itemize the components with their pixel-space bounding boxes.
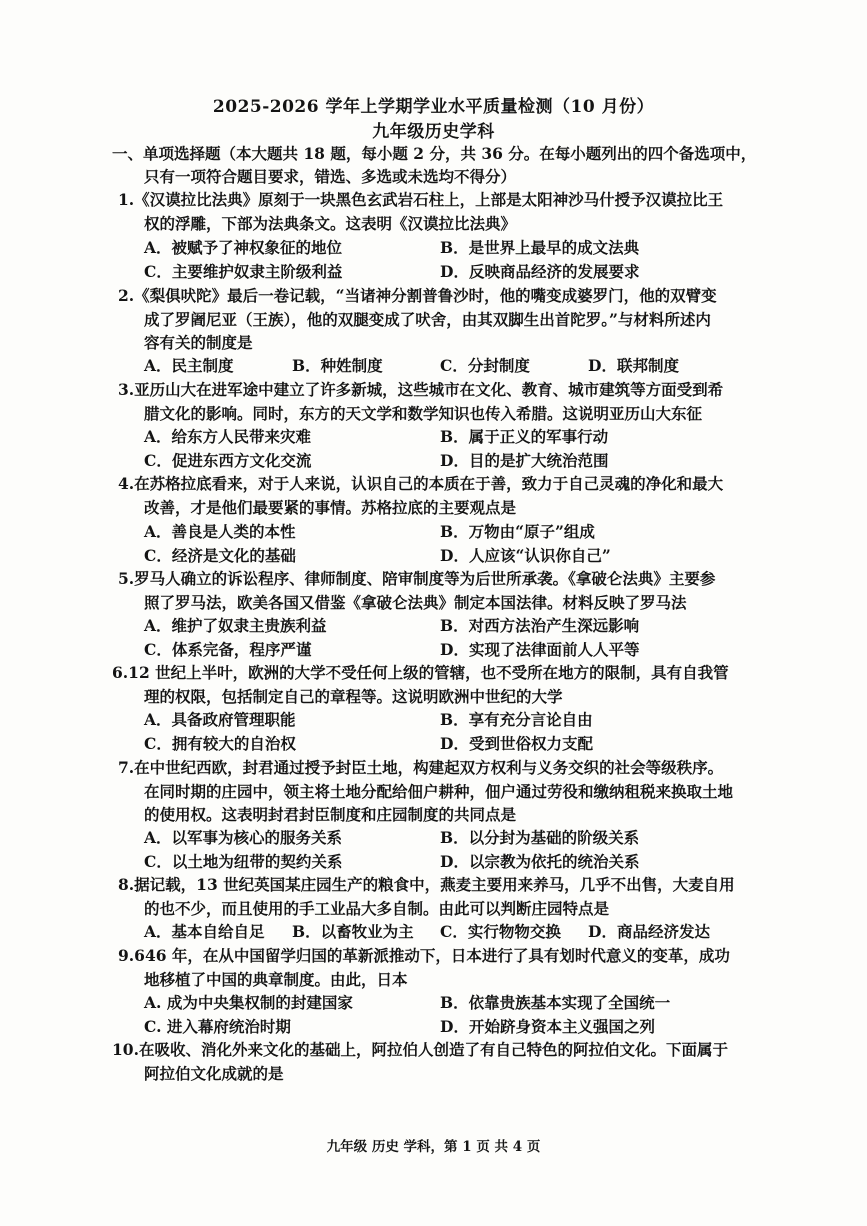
option-b[interactable]: B．享有充分言论自由: [440, 710, 593, 729]
option-c[interactable]: C. 进入幕府统治时期: [144, 1017, 291, 1036]
question-stem-line: 4.在苏格拉底看来，对于人来说，认识自己的本质在于善，致力于自己灵魂的净化和最大: [118, 474, 724, 493]
question-stem-line: 6.12 世纪上半叶，欧洲的大学不受任何上级的管辖，也不受所在地方的限制，具有自我管: [112, 663, 729, 682]
option-d[interactable]: D．实现了法律面前人人平等: [440, 640, 640, 659]
option-c[interactable]: C．拥有较大的自治权: [144, 734, 296, 753]
section-heading-line1: 一、单项选择题（本大题共 18 题，每小题 2 分，共 36 分。在每小题列出的四个备选项中，: [112, 144, 757, 163]
option-c[interactable]: C．经济是文化的基础: [144, 546, 296, 565]
question-stem-line: 9.646 年，在从中国留学归国的革新派推动下，日本进行了具有划时代意义的变革，成功: [118, 946, 730, 965]
question-stem-line: 地移植了中国的典章制度。由此，日本: [144, 969, 408, 989]
exam-title: 2025-2026 学年上学期学业水平质量检测（10 月份）: [212, 97, 655, 117]
option-b[interactable]: B．依靠贵族基本实现了全国统一: [440, 993, 671, 1012]
option-b[interactable]: B．万物由“原子”组成: [440, 522, 595, 541]
question-10: [112, 1038, 784, 1085]
question-4: [118, 472, 778, 519]
question-stem-line: 权的浮雕，下部为法典条文。这表明《汉谟拉比法典》: [144, 213, 517, 233]
question-stem-line: 照了罗马法，欧美各国又借鉴《拿破仑法典》制定本国法律。材料反映了罗马法: [144, 592, 687, 612]
question-stem-line: 3.亚历山大在进军途中建立了许多新城，这些城市在文化、教育、城市建筑等方面受到希: [118, 380, 724, 399]
exam-subtitle: 九年级历史学科: [372, 122, 495, 142]
option-c[interactable]: C．以土地为纽带的契约关系: [144, 852, 343, 871]
option-a[interactable]: A．善良是人类的本性: [144, 522, 296, 541]
question-stem-line: 5.罗马人确立的诉讼程序、律师制度、陪审制度等为后世所承袭。《拿破仑法典》主要参: [118, 569, 716, 588]
option-b[interactable]: B．以畜牧业为主: [292, 922, 414, 941]
option-a[interactable]: A. 成为中央集权制的封建国家: [144, 993, 353, 1012]
question-stem-line: 的也不少，而且使用的手工业品大多自制。由此可以判断庄园特点是: [144, 898, 610, 918]
question-stem-line: 理的权限，包括制定自己的章程等。这说明欧洲中世纪的大学: [144, 686, 563, 706]
option-d[interactable]: D．目的是扩大统治范围: [440, 451, 609, 470]
section-heading: [112, 142, 792, 188]
option-b[interactable]: B．对西方法治产生深远影响: [440, 616, 640, 635]
question-stem-line: 成了罗阇尼亚（王族），他的双腿变成了吠舍，由其双脚生出首陀罗。”与材料所述内: [144, 309, 711, 329]
option-a[interactable]: A．给东方人民带来灾难: [144, 427, 312, 446]
option-b[interactable]: B．种姓制度: [292, 356, 383, 375]
option-b[interactable]: B．是世界上最早的成文法典: [440, 238, 640, 257]
option-a[interactable]: A．被赋予了神权象征的地位: [144, 238, 343, 257]
option-a[interactable]: A．以军事为核心的服务关系: [144, 828, 343, 847]
option-c[interactable]: C．促进东西方文化交流: [144, 451, 312, 470]
option-d[interactable]: D．联邦制度: [588, 356, 679, 375]
option-a[interactable]: A．基本自给自足: [144, 922, 265, 941]
question-1: [118, 188, 778, 235]
question-stem-line: 阿拉伯文化成就的是: [144, 1063, 284, 1083]
question-stem-line: 7.在中世纪西欧，封君通过授予封臣土地，构建起双方权利与义务交织的社会等级秩序。: [118, 758, 724, 777]
question-8: [118, 873, 778, 920]
option-a[interactable]: A．民主制度: [144, 356, 234, 375]
question-6: [112, 661, 784, 708]
question-5: [118, 567, 778, 614]
option-b[interactable]: B．以分封为基础的阶级关系: [440, 828, 640, 847]
question-stem-line: 10.在吸收、消化外来文化的基础上，阿拉伯人创造了有自己特色的阿拉伯文化。下面属于: [112, 1040, 728, 1059]
question-stem-line: 在同时期的庄园中，领主将土地分配给佃户耕种，佃户通过劳役和缴纳租税来换取土地: [144, 781, 734, 801]
question-stem-line: 腊文化的影响。同时，东方的天文学和数学知识也传入希腊。这说明亚历山大东征: [144, 403, 703, 423]
option-b[interactable]: B．属于正义的军事行动: [440, 427, 609, 446]
option-a[interactable]: A．维护了奴隶主贵族利益: [144, 616, 327, 635]
option-d[interactable]: D．人应该“认识你自己”: [440, 546, 611, 565]
question-stem-line: 2.《梨俱吠陀》最后一卷记载，“当诸神分割普鲁沙时，他的嘴变成婆罗门，他的双臂变: [118, 286, 717, 305]
option-d[interactable]: D．商品经济发达: [588, 922, 710, 941]
section-heading-line2: 只有一项符合题目要求，错选、多选或未选均不得分）: [144, 167, 517, 186]
option-c[interactable]: C．分封制度: [440, 356, 530, 375]
question-2: [118, 284, 778, 355]
question-stem-line: 8.据记载，13 世纪英国某庄园生产的粮食中，燕麦主要用来养马，几乎不出售，大麦自用: [118, 875, 735, 894]
page-footer: 九年级 历史 学科，第 1 页 共 4 页: [326, 1139, 541, 1155]
option-d[interactable]: D．以宗教为依托的统治关系: [440, 852, 640, 871]
question-3: [118, 378, 778, 425]
option-c[interactable]: C．主要维护奴隶主阶级利益: [144, 262, 343, 281]
question-7: [118, 756, 778, 827]
question-stem-line: 1.《汉谟拉比法典》原刻于一块黑色玄武岩石柱上，上部是太阳神沙马什授予汉谟拉比王: [118, 190, 724, 209]
option-c[interactable]: C．实行物物交换: [440, 922, 561, 941]
option-d[interactable]: D．受到世俗权力支配: [440, 734, 593, 753]
option-a[interactable]: A．具备政府管理职能: [144, 710, 296, 729]
question-9: [118, 944, 778, 991]
option-d[interactable]: D．开始跻身资本主义强国之列: [440, 1017, 655, 1036]
question-stem-line: 容有关的制度是: [144, 333, 253, 352]
option-c[interactable]: C．体系完备，程序严谨: [144, 640, 312, 659]
question-stem-line: 的使用权。这表明封君封臣制度和庄园制度的共同点是: [144, 805, 517, 824]
option-d[interactable]: D．反映商品经济的发展要求: [440, 262, 640, 281]
question-stem-line: 改善，才是他们最要紧的事情。苏格拉底的主要观点是: [144, 497, 517, 517]
